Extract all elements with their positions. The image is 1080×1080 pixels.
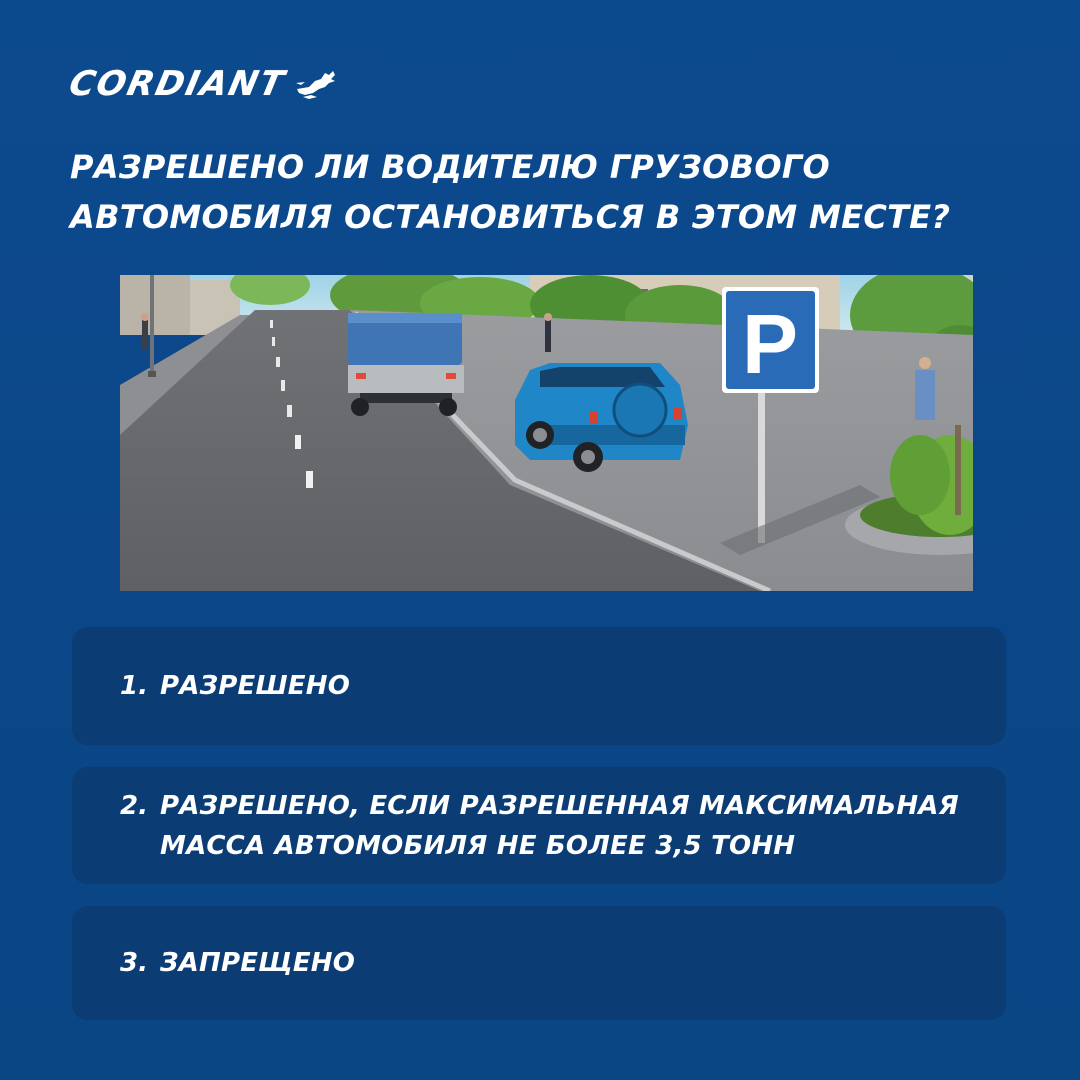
answer-text: РАЗРЕШЕНО, ЕСЛИ РАЗРЕШЕННАЯ МАКСИМАЛЬНАЯ МАССА АВТОМОБИЛЯ НЕ БОЛЕЕ 3,5 ТОНН: [160, 790, 959, 861]
answer-option-3[interactable]: [72, 906, 1006, 1020]
answer-option-2[interactable]: [72, 767, 1006, 884]
parking-sign-letter: P: [741, 297, 799, 391]
answer-text: РАЗРЕШЕНО: [160, 671, 351, 701]
road-scene-illustration: [120, 275, 973, 591]
answer-option-1[interactable]: [72, 627, 1006, 745]
leaping-dog-icon: [295, 67, 339, 101]
answer-number: 2.: [120, 791, 148, 821]
question-title: РАЗРЕШЕНО ЛИ ВОДИТЕЛЮ ГРУЗОВОГО АВТОМОБИЛЯ ОСТАНОВИТЬСЯ В ЭТОМ МЕСТЕ?: [70, 148, 951, 236]
answer-number: 3.: [120, 948, 148, 978]
brand-logo: [65, 64, 339, 104]
answer-text: ЗАПРЕЩЕНО: [160, 948, 356, 978]
brand-name: CORDIANT: [65, 64, 290, 104]
answer-number: 1.: [120, 671, 148, 701]
